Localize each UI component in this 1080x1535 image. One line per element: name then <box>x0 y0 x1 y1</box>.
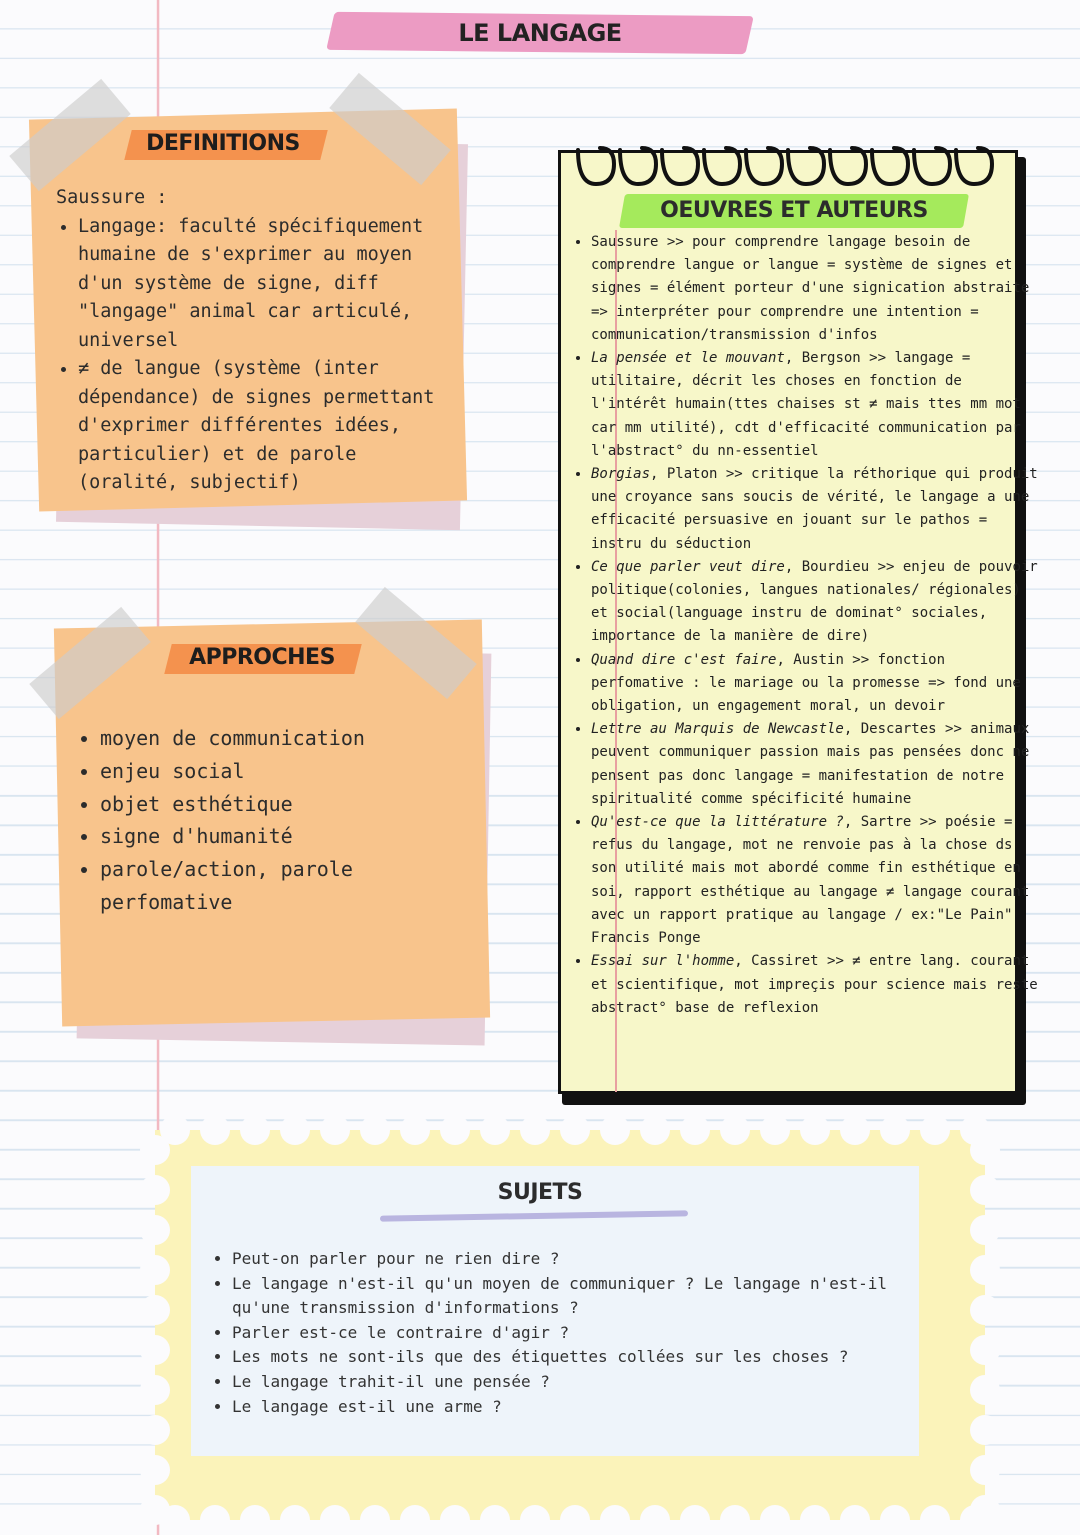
sujets-item: • Le langage est-il une arme ? <box>232 1395 932 1420</box>
approches-item: • parole/action, parole perfomative <box>100 853 440 919</box>
stamp-perforation <box>140 1495 170 1525</box>
stamp-perforation <box>320 1115 350 1145</box>
stamp-perforation <box>600 1505 630 1535</box>
oeuvres-work-title: Ce que parler veut dire <box>591 558 785 575</box>
page-title: LE LANGAGE <box>458 19 622 47</box>
sujets-item: • Peut-on parler pour ne rien dire ? <box>232 1247 932 1272</box>
oeuvres-label: OEUVRES ET AUTEURS <box>660 198 928 223</box>
definitions-intro: Saussure : <box>56 187 168 208</box>
stamp-perforation <box>760 1505 790 1535</box>
oeuvres-item <box>591 556 1039 649</box>
oeuvres-item <box>591 463 1039 556</box>
sujets-list <box>212 1247 932 1419</box>
oeuvres-item-text: , Austin >> fonction perfomative : le mariage ou la promesse => fond une obligation, un engagement moral, un devoir <box>591 651 1021 715</box>
stamp-perforation <box>240 1115 270 1145</box>
stamp-perforation <box>280 1115 310 1145</box>
stamp-perforation <box>480 1505 510 1535</box>
oeuvres-list <box>573 231 1039 1020</box>
approches-item: • moyen de communication <box>100 722 440 755</box>
stamp-perforation <box>970 1295 1000 1325</box>
stamp-perforation <box>140 1375 170 1405</box>
stamp-perforation <box>880 1115 910 1145</box>
stamp-perforation <box>140 1135 170 1165</box>
stamp-perforation <box>140 1175 170 1205</box>
notebook-rings <box>570 138 1020 188</box>
stamp-perforation <box>720 1115 750 1145</box>
approches-item: • signe d'humanité <box>100 820 440 853</box>
stamp-perforation <box>920 1505 950 1535</box>
oeuvres-item <box>591 950 1039 1020</box>
stamp-perforation <box>520 1115 550 1145</box>
stamp-perforation <box>520 1505 550 1535</box>
stamp-perforation <box>840 1505 870 1535</box>
definitions-item: • ≠ de langue (système (inter dépendance) de signes permettant d'exprimer différentes idées, particulier) et de parole (oralité, subjectif) <box>78 355 456 498</box>
stamp-perforation <box>720 1505 750 1535</box>
oeuvres-item <box>591 811 1039 950</box>
approches-item: • enjeu social <box>100 755 440 788</box>
stamp-perforation <box>280 1505 310 1535</box>
sujets-item: • Le langage n'est-il qu'un moyen de communiquer ? Le langage n'est-il qu'une transmission d'informations ? <box>232 1272 932 1321</box>
oeuvres-item-text: , Platon >> critique la réthorique qui produit une croyance sans soucis de vérité, le langage a une efficacité persuasive en jouant sur le pathos = instru du séduction <box>591 466 1038 552</box>
stamp-perforation <box>560 1115 590 1145</box>
oeuvres-item-text: , Descartes >> animaux peuvent communiquer passion mais pas pensées donc ne pensent pas donc langage = manifestation de notre spiritualité comme spécificité humaine <box>591 721 1030 807</box>
stamp-perforation <box>400 1505 430 1535</box>
stamp-perforation <box>970 1135 1000 1165</box>
stamp-perforation <box>640 1505 670 1535</box>
stamp-perforation <box>970 1495 1000 1525</box>
stamp-perforation <box>480 1115 510 1145</box>
stamp-perforation <box>970 1455 1000 1485</box>
definitions-label: DEFINITIONS <box>146 131 300 156</box>
oeuvres-item <box>591 347 1039 463</box>
stamp-perforation <box>140 1215 170 1245</box>
stamp-perforation <box>970 1215 1000 1245</box>
oeuvres-item-text: , Sartre >> poésie = refus du langage, mot ne renvoie pas à la chose ds son utilité mais mot abordé comme fin esthétique en soi, rapport esthétique au langage ≠ langage courant avec un rapport pratique au langage / ex:"Le Pain" Francis Ponge <box>591 814 1030 947</box>
stamp-perforation <box>440 1115 470 1145</box>
stamp-perforation <box>140 1415 170 1445</box>
stamp-perforation <box>970 1335 1000 1365</box>
stamp-perforation <box>920 1115 950 1145</box>
approches-item: • objet esthétique <box>100 788 440 821</box>
stamp-perforation <box>360 1115 390 1145</box>
stamp-perforation <box>560 1505 590 1535</box>
stamp-perforation <box>970 1175 1000 1205</box>
stamp-perforation <box>600 1115 630 1145</box>
stamp-perforation <box>200 1505 230 1535</box>
stamp-perforation <box>680 1505 710 1535</box>
oeuvres-item-text: , Cassiret >> ≠ entre lang. courant et scientifique, mot impreçis pour science mais reste abstract° base de reflexion <box>591 953 1038 1016</box>
stamp-perforation <box>760 1115 790 1145</box>
stamp-perforation <box>360 1505 390 1535</box>
stamp-perforation <box>970 1415 1000 1445</box>
oeuvres-work-title: Quand dire c'est faire <box>591 651 777 668</box>
oeuvres-work-title: Borgias <box>591 466 651 483</box>
sujets-label: SUJETS <box>497 1180 583 1205</box>
approches-label: APPROCHES <box>189 645 335 670</box>
stamp-perforation <box>140 1295 170 1325</box>
stamp-perforation <box>970 1375 1000 1405</box>
stamp-perforation <box>320 1505 350 1535</box>
stamp-perforation <box>140 1455 170 1485</box>
stamp-perforation <box>240 1505 270 1535</box>
oeuvres-work-title: La pensée et le mouvant <box>591 350 785 367</box>
oeuvres-work-title: Lettre au Marquis de Newcastle <box>591 721 844 738</box>
stamp-perforation <box>400 1115 430 1145</box>
stamp-perforation <box>680 1115 710 1145</box>
stamp-perforation <box>840 1115 870 1145</box>
oeuvres-item-text: , Bourdieu >> enjeu de pouvoir politique(colonies, langues nationales/ régionales) et social(language instru de dominat° sociales, importance de la manière de dire) <box>591 558 1038 645</box>
stamp-perforation <box>800 1505 830 1535</box>
definitions-item: • Langage: faculté spécifiquement humaine de s'exprimer au moyen d'un système de signe, diff "langage" animal car articulé, universel <box>78 213 456 356</box>
oeuvres-item <box>591 231 1039 347</box>
stamp-perforation <box>970 1255 1000 1285</box>
oeuvres-item-text: Saussure >> pour comprendre langage besoin de comprendre langue or langue = système de signes et signes = élément porteur d'une signication abstraite => interpréter pour comprendre une intention = communication/transmission d'infos <box>591 234 1030 343</box>
sujets-item: • Le langage trahit-il une pensée ? <box>232 1370 932 1395</box>
stamp-perforation <box>140 1255 170 1285</box>
sujets-item: • Parler est-ce le contraire d'agir ? <box>232 1321 932 1346</box>
oeuvres-item <box>591 718 1039 811</box>
stamp-perforation <box>880 1505 910 1535</box>
stamp-perforation <box>200 1115 230 1145</box>
approches-list <box>78 722 440 919</box>
oeuvres-work-title: Qu'est-ce que la littérature ? <box>591 814 844 831</box>
stamp-perforation <box>440 1505 470 1535</box>
stamp-perforation <box>800 1115 830 1145</box>
definitions-body <box>56 184 456 498</box>
oeuvres-item-text: , Bergson >> langage = utilitaire, décrit les choses en fonction de l'intérêt humain(ttes chaises st ≠ mais ttes mm mot car mm utilité), cdt d'efficacité communication par l'abstract° du nn-essentiel <box>591 350 1021 459</box>
definitions-list <box>56 213 456 498</box>
stamp-perforation <box>640 1115 670 1145</box>
oeuvres-item <box>591 649 1039 719</box>
sujets-item: • Les mots ne sont-ils que des étiquettes collées sur les choses ? <box>232 1345 932 1370</box>
stamp-perforation <box>140 1335 170 1365</box>
oeuvres-work-title: Essai sur l'homme <box>591 953 735 970</box>
